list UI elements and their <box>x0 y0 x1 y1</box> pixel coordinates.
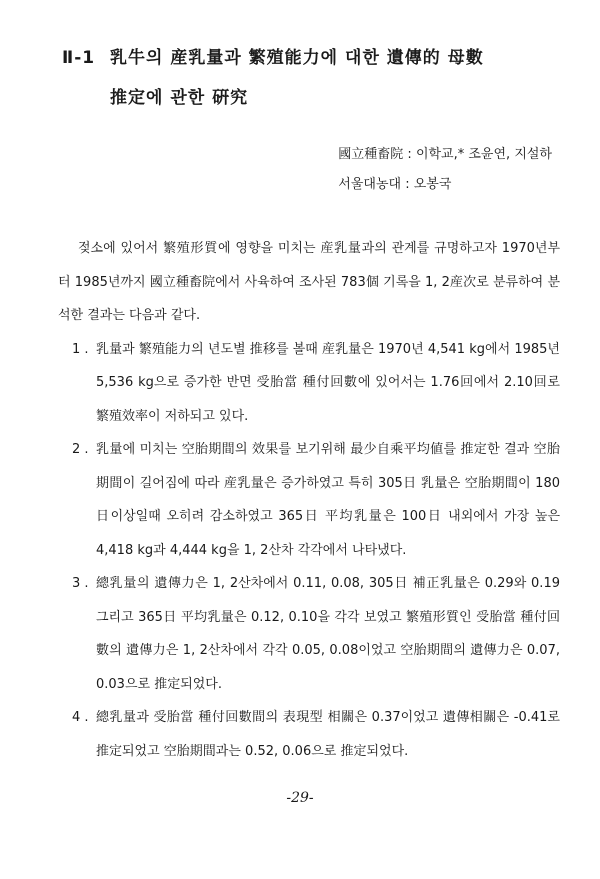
item-text: 總乳量과 受胎當 種付回數間의 表現型 相關은 0.37이었고 遺傳相關은 -0.41로 推定되었고 空胎期間과는 0.52, 0.06으로 推定되었다. <box>96 710 560 759</box>
list-item <box>58 333 560 434</box>
list-item <box>58 567 560 701</box>
item-text: 乳量에 미치는 空胎期間의 效果를 보기위해 最少自乘平均値를 推定한 결과 空胎期間이 길어짐에 따라 産乳量은 증가하였고 특히 305日 乳量은 空胎期間이 180日이상일때 오히려 감소하였고 365日 平均乳量은 100日 내외에서 가장 높은 4,418 kg과 4,444 kg을 1, 2산차 각각에서 나타냈다. <box>96 442 560 558</box>
author-block <box>338 140 552 200</box>
title-line-1 <box>62 38 582 78</box>
item-number: 4 . <box>72 710 89 725</box>
list-item <box>58 433 560 567</box>
author-names-1: 이학교,* 조윤연, 지설하 <box>415 147 552 162</box>
title-text-1: 乳牛의 産乳量과 繁殖能力에 대한 遺傳的 母數 <box>110 48 484 68</box>
item-text: 乳量과 繁殖能力의 년도별 推移를 볼때 産乳量은 1970년 4,541 kg에서 1985년 5,536 kg으로 증가한 반면 受胎當 種付回數에 있어서는 1.76回에서 2.10回로 繁殖效率이 저하되고 있다. <box>96 341 560 424</box>
intro-text: 젖소에 있어서 繁殖形質에 영향을 미치는 産乳量과의 관계를 규명하고자 1970년부터 1985년까지 國立種畜院에서 사육하여 조사된 783個 기록을 1, 2産次로 분류하여 분석한 결과는 다음과 같다. <box>58 241 560 323</box>
list-item <box>58 701 560 768</box>
paper-title <box>62 38 582 118</box>
affiliation-2: 서울대농대 : <box>338 177 410 192</box>
page-number: -29- <box>286 790 314 806</box>
author-names-2: 오봉국 <box>413 177 452 192</box>
section-number: Ⅱ-1 <box>62 48 96 68</box>
intro-paragraph <box>58 232 560 333</box>
title-line-2: 推定에 관한 硏究 <box>110 88 249 108</box>
item-number: 3 . <box>72 576 89 591</box>
abstract-body <box>58 232 560 768</box>
author-line-2 <box>338 170 552 200</box>
affiliation-1: 國立種畜院 : <box>338 147 412 162</box>
item-number: 2 . <box>72 442 89 457</box>
result-list <box>58 333 560 769</box>
item-number: 1 . <box>72 341 89 357</box>
item-text: 總乳量의 遺傳力은 1, 2산차에서 0.11, 0.08, 305日 補正乳量은 0.29와 0.19 그리고 365日 平均乳量은 0.12, 0.10을 각각 보였고 繁殖形質인 受胎當 種付回數의 遺傳力은 1, 2산차에서 각각 0.05, 0.08이었고 空胎期間의 遺傳力은 0.07, 0.03으로 推定되었다. <box>96 576 560 692</box>
author-line-1 <box>338 140 552 170</box>
